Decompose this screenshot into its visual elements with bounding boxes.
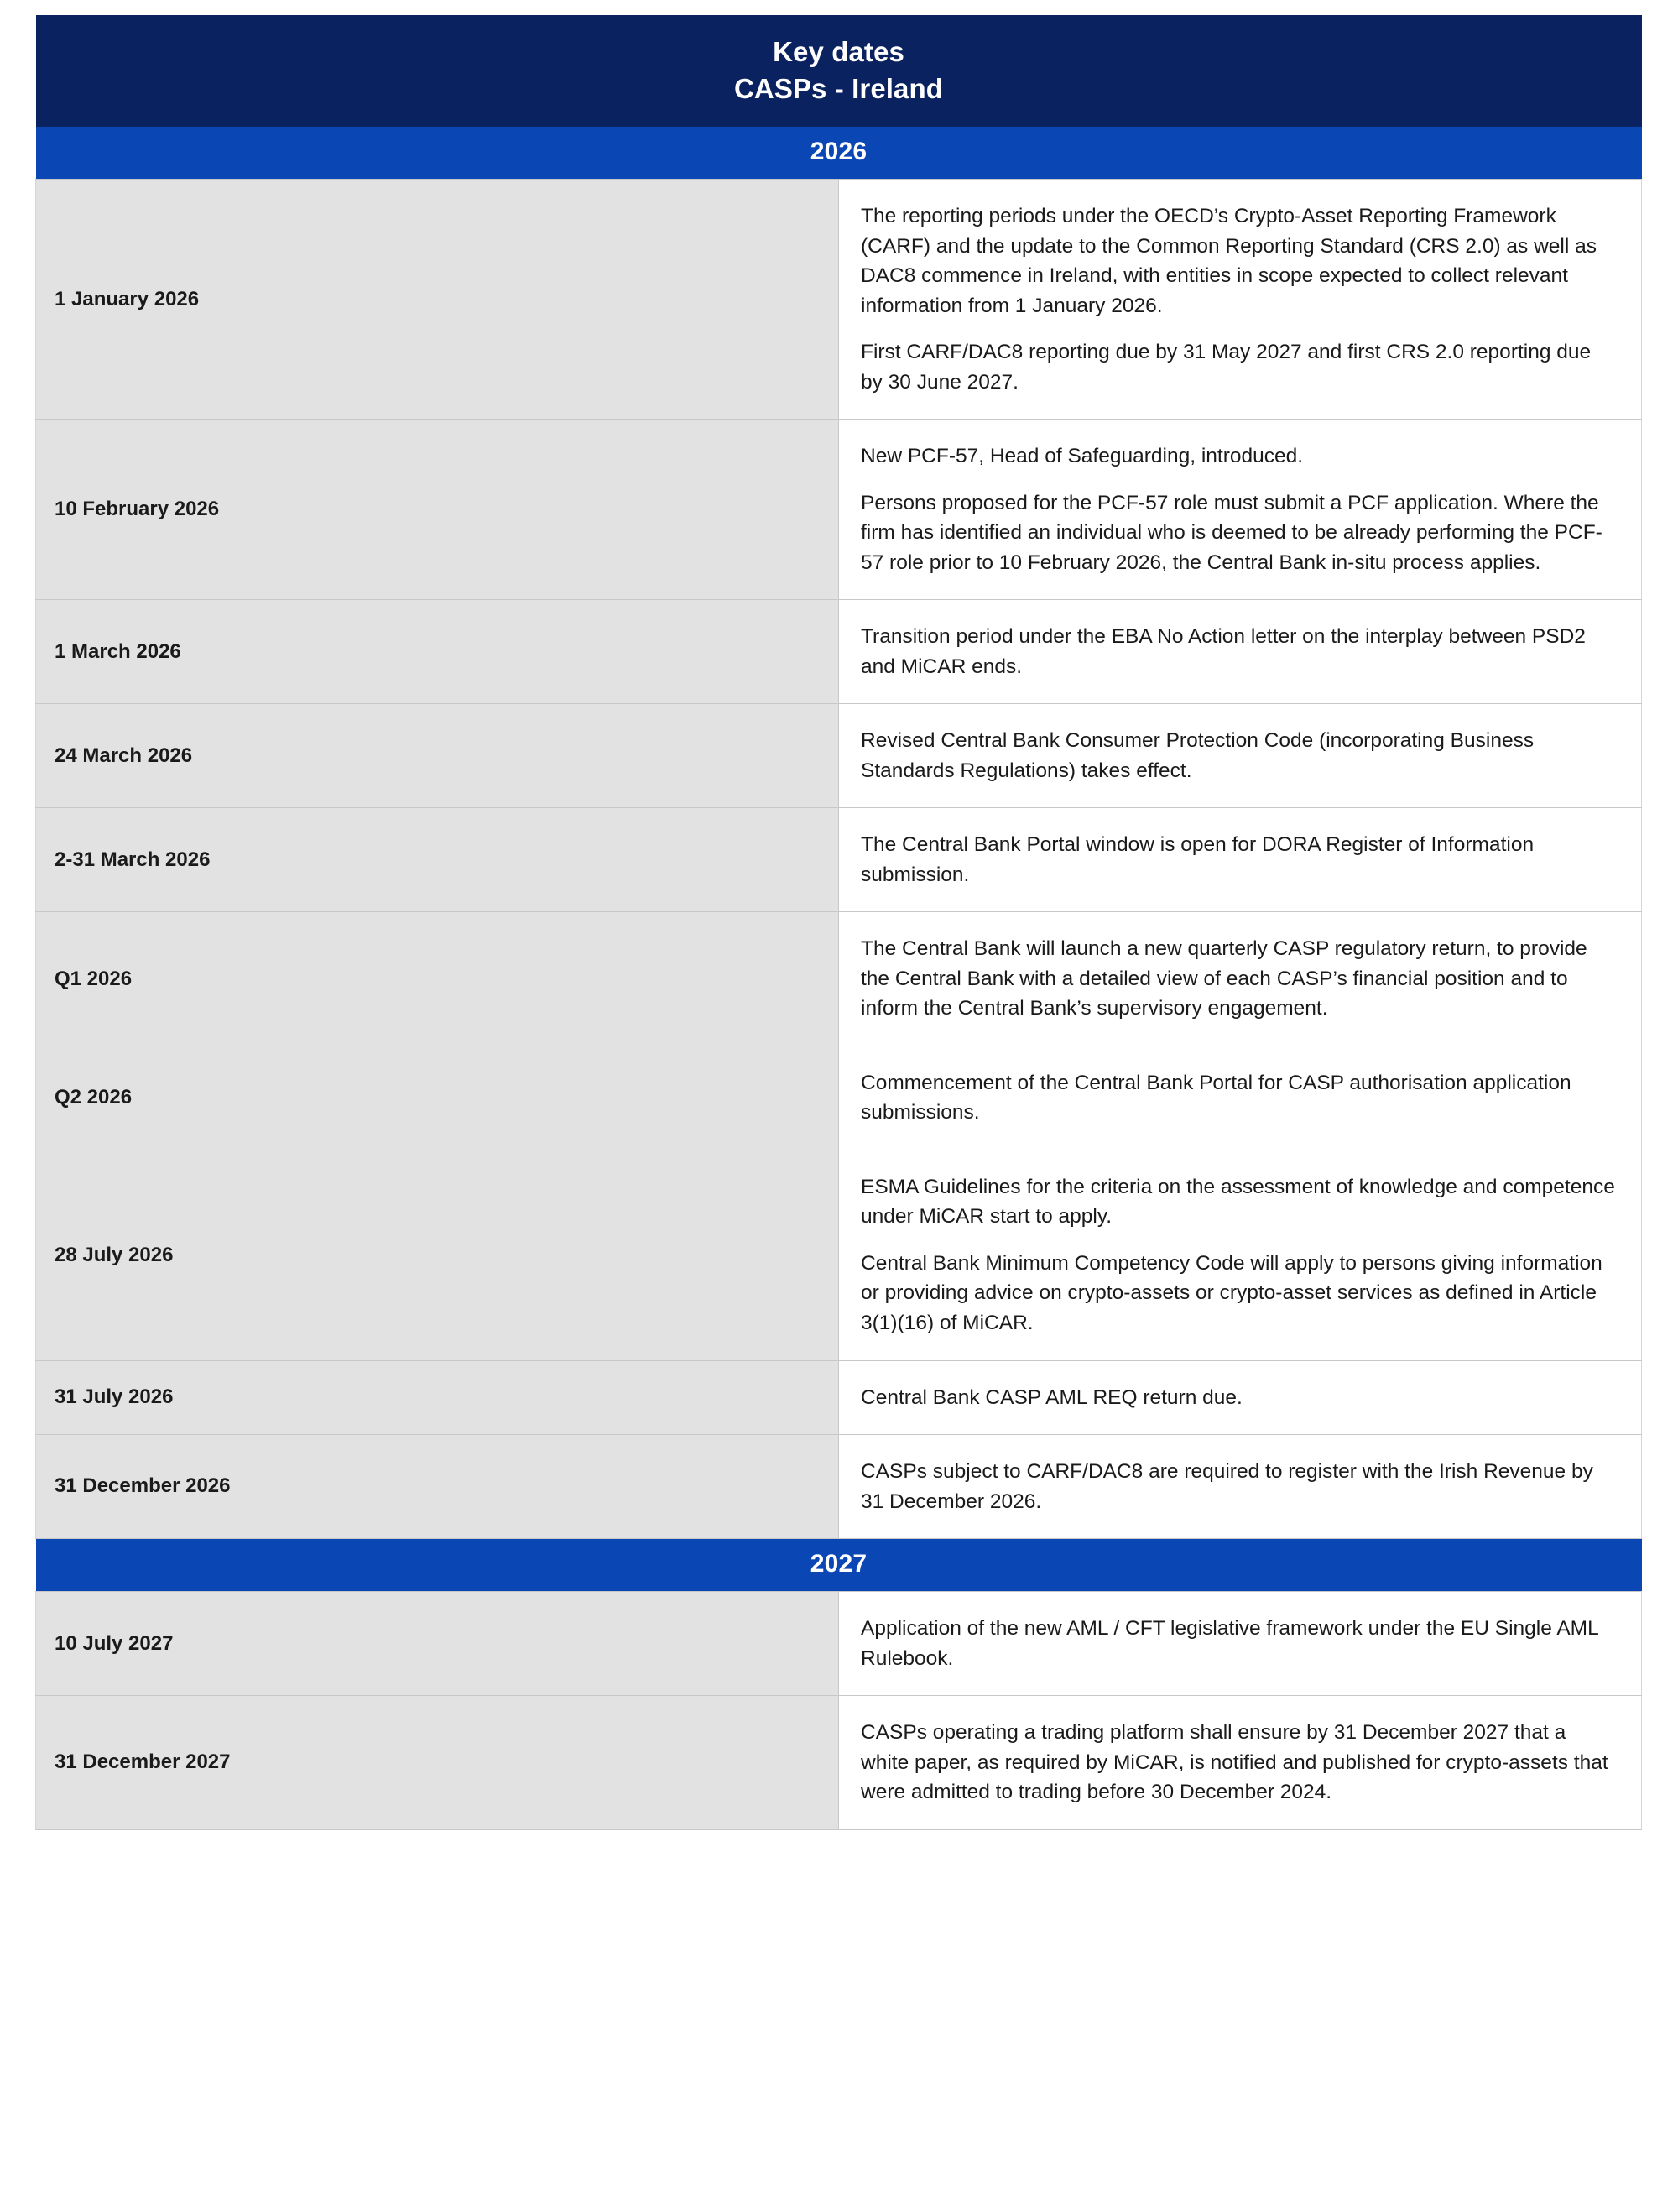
table-row [36, 1150, 1642, 1360]
table-row [36, 808, 1642, 912]
description-paragraph: The reporting periods under the OECD’s Crypto-Asset Reporting Framework (CARF) and the update to the Common Reporting Standard (CRS 2.0) as well as DAC8 commence in Ireland, with entities in scope expected to collect relevant information from 1 January 2026. [861, 205, 1597, 317]
description-cell [839, 180, 1642, 420]
description-paragraph: First CARF/DAC8 reporting due by 31 May 2027 and first CRS 2.0 reporting due by 30 June 2027. [861, 341, 1592, 394]
date-cell: 31 July 2026 [36, 1360, 839, 1435]
description-paragraph: Central Bank Minimum Competency Code will apply to persons giving information or providing advice on crypto-assets or crypto-asset services as defined in Article 3(1)(16) of MiCAR. [861, 1251, 1602, 1334]
description-cell [839, 1046, 1642, 1150]
date-cell: 31 December 2027 [36, 1696, 839, 1830]
description-cell [839, 1592, 1642, 1696]
description-cell [839, 1150, 1642, 1360]
year-banner-2027: 2027 [36, 1539, 1642, 1592]
description-paragraph: The Central Bank Portal window is open for DORA Register of Information submission. [861, 833, 1535, 886]
year-banner-row [36, 127, 1642, 180]
key-dates-table-wrapper [35, 15, 1642, 1830]
description-paragraph: Central Bank CASP AML REQ return due. [861, 1385, 1243, 1409]
description-cell [839, 600, 1642, 704]
key-dates-table-body [36, 15, 1642, 1829]
date-cell: 1 January 2026 [36, 180, 839, 420]
table-row [36, 420, 1642, 600]
description-paragraph: New PCF-57, Head of Safeguarding, introduced. [861, 445, 1304, 468]
date-cell: 2-31 March 2026 [36, 808, 839, 912]
table-row [36, 600, 1642, 704]
table-row [36, 1046, 1642, 1150]
description-paragraph: ESMA Guidelines for the criteria on the assessment of knowledge and competence under MiCAR start to apply. [861, 1175, 1615, 1229]
description-cell [839, 1435, 1642, 1539]
description-cell [839, 1360, 1642, 1435]
title-line-primary: Key dates [773, 36, 904, 67]
date-cell: 24 March 2026 [36, 704, 839, 808]
description-paragraph: Revised Central Bank Consumer Protection Code (incorporating Business Standards Regulations) takes effect. [861, 729, 1535, 782]
description-paragraph: CASPs subject to CARF/DAC8 are required to register with the Irish Revenue by 31 December 2026. [861, 1460, 1593, 1513]
date-cell: 31 December 2026 [36, 1435, 839, 1539]
title-line-secondary: CASPs - Ireland [733, 72, 944, 104]
date-cell: 28 July 2026 [36, 1150, 839, 1360]
table-row [36, 1435, 1642, 1539]
description-paragraph: Persons proposed for the PCF-57 role must submit a PCF application. Where the firm has identified an individual who is deemed to be already performing the PCF-57 role prior to 10 February 2026, the Central Bank in-situ process applies. [861, 491, 1602, 574]
description-cell [839, 704, 1642, 808]
table-row [36, 1696, 1642, 1830]
description-paragraph: Commencement of the Central Bank Portal for CASP authorisation application submissions. [861, 1071, 1571, 1124]
document-title-row [36, 15, 1642, 127]
table-row [36, 1360, 1642, 1435]
description-paragraph: Application of the new AML / CFT legislative framework under the EU Single AML Rulebook. [861, 1617, 1598, 1670]
description-cell [839, 1696, 1642, 1830]
key-dates-table [35, 15, 1642, 1830]
table-row [36, 180, 1642, 420]
description-cell [839, 808, 1642, 912]
table-row [36, 1592, 1642, 1696]
year-banner-2026: 2026 [36, 127, 1642, 180]
date-cell: 1 March 2026 [36, 600, 839, 704]
document-title-cell [36, 15, 1642, 127]
date-cell: 10 July 2027 [36, 1592, 839, 1696]
table-row [36, 704, 1642, 808]
description-paragraph: Transition period under the EBA No Action letter on the interplay between PSD2 and MiCAR ends. [861, 625, 1586, 678]
date-cell: Q2 2026 [36, 1046, 839, 1150]
table-row [36, 912, 1642, 1046]
description-paragraph: CASPs operating a trading platform shall ensure by 31 December 2027 that a white paper, as required by MiCAR, is notified and published for crypto-assets that were admitted to trading before 30 December 2024. [861, 1721, 1608, 1804]
year-banner-row [36, 1539, 1642, 1592]
date-cell: 10 February 2026 [36, 420, 839, 600]
description-cell [839, 420, 1642, 600]
description-cell [839, 912, 1642, 1046]
date-cell: Q1 2026 [36, 912, 839, 1046]
description-paragraph: The Central Bank will launch a new quarterly CASP regulatory return, to provide the Central Bank with a detailed view of each CASP’s financial position and to inform the Central Bank’s supervisory engagement. [861, 937, 1587, 1020]
